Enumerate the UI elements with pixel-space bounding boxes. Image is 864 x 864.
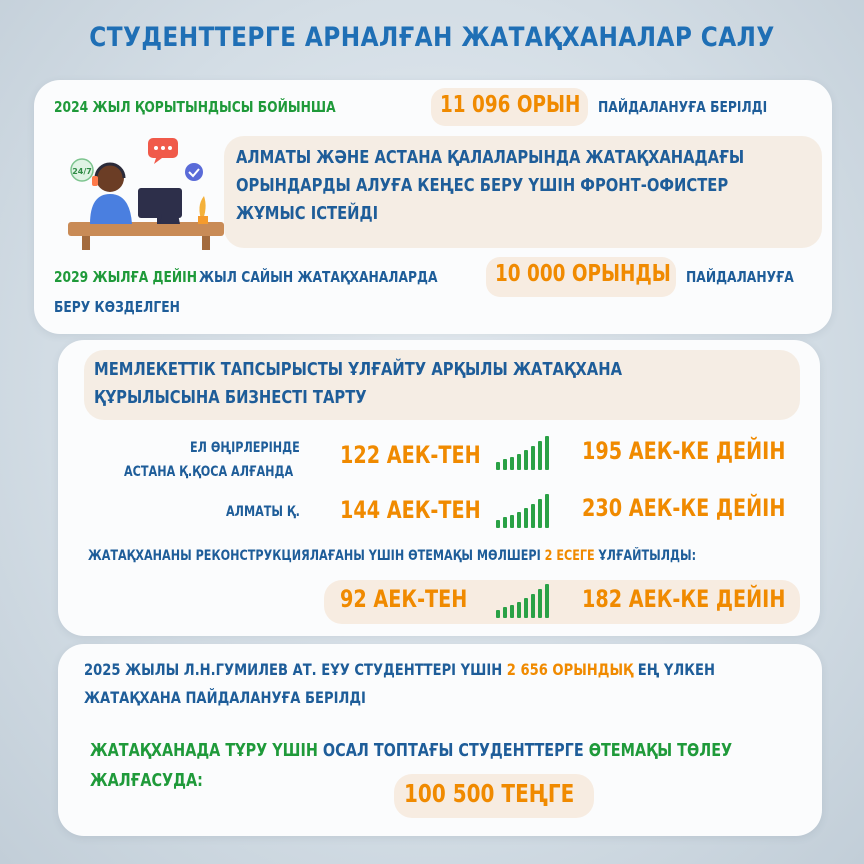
compensation-from-value: 92 АЕК-ТЕН — [340, 585, 468, 613]
state-order-header: МЕМЛЕКЕТТІК ТАПСЫРЫСТЫ ҰЛҒАЙТУ АРҚЫЛЫ ЖАТАҚХАНА ҚҰРЫЛЫСЫНА БИЗНЕСТІ ТАРТУ — [94, 359, 622, 408]
comp-green-1: ЖАТАҚХАНАДА ТҰРУ ҮШІН — [90, 740, 318, 761]
compensation-line2: ЖАЛҒАСУДА: — [90, 770, 203, 791]
enu-line1 — [84, 660, 715, 679]
badge-24-7: 24/7 — [72, 167, 92, 176]
bar-growth-icon — [496, 430, 549, 470]
page-title: СТУДЕНТТЕРГЕ АРНАЛҒАН ЖАТАҚХАНАЛАР САЛУ — [89, 22, 775, 53]
check-icon — [185, 163, 203, 181]
regions-to-value: 195 АЕК-КЕ ДЕЙІН — [582, 437, 786, 465]
reconstruction-highlight: 2 ЕСЕГЕ — [544, 548, 595, 564]
value-11096-places: 11 096 ОРЫН — [440, 92, 581, 118]
almaty-from-value: 144 АЕК-ТЕН — [340, 496, 481, 524]
enu-places-highlight: 2 656 ОРЫНДЫҚ — [506, 660, 634, 679]
almaty-to-value: 230 АЕК-КЕ ДЕЙІН — [582, 494, 786, 522]
regions-from-value: 122 АЕК-ТЕН — [340, 441, 481, 469]
plant-icon — [198, 196, 208, 224]
astana-included-label: АСТАНА Қ.ҚОСА АЛҒАНДА — [124, 464, 294, 480]
chat-bubble-icon — [148, 138, 178, 164]
compensation-line1 — [90, 740, 732, 761]
bar-growth-icon — [496, 578, 549, 618]
almaty-label: АЛМАТЫ Қ. — [226, 504, 300, 520]
amount-value: 100 500 ТЕҢГЕ — [404, 779, 575, 808]
plan-envisaged-label: БЕРУ КӨЗДЕЛГЕН — [54, 298, 180, 316]
plan-commission-label: ПАЙДАЛАНУҒА — [686, 268, 794, 286]
results-2024-label: 2024 ЖЫЛ ҚОРЫТЫНДЫСЫ БОЙЫНША — [54, 98, 336, 116]
regions-label: ЕЛ ӨҢІРЛЕРІНДЕ — [190, 440, 300, 456]
headset-operator-illustration — [62, 132, 226, 252]
commissioned-label: ПАЙДАЛАНУҒА БЕРІЛДІ — [598, 98, 768, 116]
enu-line2: ЖАТАҚХАНА ПАЙДАЛАНУҒА БЕРІЛДІ — [84, 688, 366, 707]
reconstruction-text — [88, 548, 696, 564]
reconstruction-label: ЖАТАҚХАНАНЫ РЕКОНСТРУКЦИЯЛАҒАНЫ ҮШІН ӨТЕМАҚЫ МӨЛШЕРІ — [88, 548, 541, 564]
front-office-text: АЛМАТЫ ЖӘНЕ АСТАНА ҚАЛАЛАРЫНДА ЖАТАҚХАНАДАҒЫ ОРЫНДАРДЫ АЛУҒА КЕҢЕС БЕРУ ҮШІН ФРОНТ-ОФИСТЕР ЖҰМЫС ІСТЕЙДІ — [236, 147, 745, 224]
plan-2029-label: 2029 ЖЫЛҒА ДЕЙІН — [54, 268, 198, 286]
comp-green-2: ӨТЕМАҚЫ ТӨЛЕУ — [588, 740, 733, 761]
value-10000-places: 10 000 ОРЫНДЫ — [495, 261, 671, 287]
compensation-to-value: 182 АЕК-КЕ ДЕЙІН — [582, 585, 786, 613]
enu-line1-suffix: ЕҢ ҮЛКЕН — [637, 660, 715, 679]
bar-growth-icon — [496, 488, 549, 528]
comp-vulnerable-students: ОСАЛ ТОПТАҒЫ СТУДЕНТТЕРГЕ — [322, 740, 584, 761]
enu-line1-prefix: 2025 ЖЫЛЫ Л.Н.ГУМИЛЕВ АТ. ЕҰУ СТУДЕНТТЕРІ ҮШІН — [84, 660, 503, 679]
plan-yearly-text: ЖЫЛ САЙЫН ЖАТАҚХАНАЛАРДА — [199, 268, 438, 286]
reconstruction-suffix: ҰЛҒАЙТЫЛДЫ: — [598, 548, 697, 564]
